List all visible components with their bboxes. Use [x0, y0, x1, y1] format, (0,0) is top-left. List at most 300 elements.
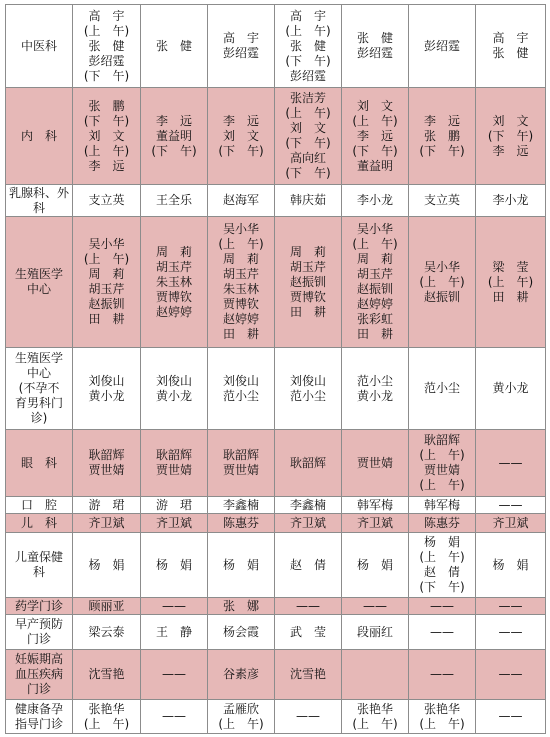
schedule-cell — [342, 650, 409, 700]
doctor-entry-line: 赵婷婷 — [356, 297, 393, 311]
doctor-entry-line: 董益明 — [155, 128, 192, 143]
schedule-cell — [208, 514, 275, 533]
doctor-entry-line: 范小尘 — [356, 373, 393, 388]
doctor-entry-line: 李 远 — [423, 113, 460, 128]
schedule-cell — [73, 700, 141, 734]
doctor-entry-line: —— — [430, 667, 454, 681]
doctor-entry-line: 吴小华 — [222, 222, 259, 236]
doctor-entry-line: 朱玉林 — [222, 282, 259, 296]
doctor-entry-line: 周 莉 — [88, 267, 125, 281]
schedule-cell — [208, 88, 275, 185]
schedule-cell — [73, 514, 141, 533]
department-name-line: 内 科 — [20, 128, 57, 143]
schedule-cell — [208, 5, 275, 88]
doctor-entry-line: 李 远 — [492, 143, 529, 158]
doctor-entry-line: 赵振钏 — [88, 297, 125, 311]
schedule-row — [6, 533, 546, 598]
schedule-cell — [342, 88, 409, 185]
doctor-entry-line: 张 健 — [356, 31, 393, 45]
schedule-cell — [409, 88, 476, 185]
schedule-cell — [208, 533, 275, 598]
schedule-cell — [476, 348, 546, 430]
doctor-entry-line: 田 耕 — [356, 327, 393, 341]
doctor-entry-line: 张洁芳 — [289, 91, 326, 105]
doctor-entry-line: 韩军梅 — [423, 497, 460, 512]
doctor-entry-line: (上 午) — [83, 716, 130, 731]
doctor-entry-line: (上 午) — [419, 448, 465, 462]
doctor-entry-line: (下 午) — [83, 68, 130, 83]
doctor-entry-line: 胡玉芹 — [222, 267, 259, 281]
doctor-entry-line: 田 耕 — [222, 327, 259, 341]
doctor-entry-line: 胡玉芹 — [155, 259, 192, 274]
doctor-entry-line: 刘俊山 — [289, 373, 326, 388]
schedule-cell — [275, 615, 342, 650]
doctor-entry-line: 黄小龙 — [492, 381, 529, 395]
schedule-cell — [208, 185, 275, 217]
department-name-line: 诊) — [30, 411, 48, 425]
schedule-cell — [141, 700, 208, 734]
doctor-entry-line: 齐卫斌 — [155, 515, 192, 530]
doctor-entry-line: 赵婷婷 — [222, 312, 259, 326]
department-name-line: 门诊 — [26, 682, 51, 696]
schedule-cell — [73, 5, 141, 88]
doctor-schedule-table — [5, 4, 546, 734]
schedule-cell — [208, 700, 275, 734]
schedule-cell — [476, 497, 546, 514]
doctor-entry-line: 杨 娟 — [155, 557, 192, 572]
schedule-row — [6, 514, 546, 533]
schedule-cell — [409, 497, 476, 514]
doctor-entry-line: (上 午) — [419, 478, 465, 492]
department-cell — [6, 650, 73, 700]
department-cell — [6, 700, 73, 734]
schedule-cell — [73, 88, 141, 185]
schedule-row — [6, 598, 546, 615]
schedule-cell — [476, 430, 546, 497]
doctor-entry-line: 耿韶辉 — [222, 448, 259, 462]
doctor-entry-line: 贾博钦 — [222, 297, 259, 311]
schedule-row — [6, 185, 546, 217]
doctor-entry-line: (上 午) — [285, 106, 331, 120]
doctor-entry-line: 齐卫斌 — [289, 515, 326, 530]
department-name-line: 中医科 — [20, 38, 57, 53]
doctor-entry-line: 黄小龙 — [88, 388, 125, 403]
schedule-cell — [141, 533, 208, 598]
doctor-entry-line: 刘俊山 — [222, 373, 259, 388]
schedule-cell — [208, 497, 275, 514]
doctor-entry-line: (上 午) — [419, 716, 465, 731]
doctor-entry-line: 彭绍霆 — [356, 46, 393, 60]
doctor-entry-line: 胡玉芹 — [289, 259, 326, 274]
doctor-entry-line: 高 宇 — [222, 31, 259, 45]
schedule-cell — [409, 348, 476, 430]
doctor-entry-line: (下 午) — [218, 143, 264, 158]
schedule-cell — [208, 430, 275, 497]
doctor-entry-line: —— — [162, 598, 186, 613]
schedule-cell — [208, 348, 275, 430]
schedule-cell — [476, 533, 546, 598]
doctor-entry-line: 吴小华 — [423, 259, 460, 274]
doctor-entry-line: 游 珺 — [155, 497, 192, 512]
schedule-cell — [476, 88, 546, 185]
schedule-cell — [275, 348, 342, 430]
doctor-entry-line: 胡玉芹 — [356, 267, 393, 281]
doctor-entry-line: 周 莉 — [222, 252, 259, 266]
schedule-cell — [73, 497, 141, 514]
department-name-line: 口 腔 — [20, 497, 57, 512]
doctor-entry-line: (下 午) — [487, 128, 534, 143]
department-name-line: 妊娠期高 — [14, 652, 63, 666]
doctor-entry-line: 梁云泰 — [88, 624, 125, 639]
schedule-cell — [208, 615, 275, 650]
schedule-cell — [275, 514, 342, 533]
doctor-entry-line: 齐卫斌 — [88, 515, 125, 530]
doctor-entry-line: 范小尘 — [289, 388, 326, 403]
doctor-entry-line: —— — [498, 624, 523, 639]
doctor-entry-line: 张艳华 — [423, 701, 460, 716]
schedule-cell — [275, 185, 342, 217]
schedule-cell — [409, 650, 476, 700]
doctor-entry-line: 杨 娟 — [88, 557, 125, 572]
doctor-entry-line: 贾博钦 — [289, 289, 326, 304]
doctor-entry-line: 杨 娟 — [222, 557, 259, 572]
doctor-entry-line: (上 午) — [218, 237, 264, 251]
doctor-entry-line: 周 莉 — [356, 252, 393, 266]
department-name-line: 科 — [32, 200, 45, 215]
schedule-cell — [73, 430, 141, 497]
doctor-entry-line: (下 午) — [285, 53, 331, 68]
department-name-line: 指导门诊 — [14, 716, 63, 731]
schedule-cell — [141, 185, 208, 217]
doctor-entry-line: —— — [498, 709, 523, 723]
schedule-cell — [73, 615, 141, 650]
schedule-cell — [476, 615, 546, 650]
department-cell — [6, 185, 73, 217]
doctor-entry-line: 彭绍霆 — [423, 38, 460, 53]
schedule-row — [6, 430, 546, 497]
schedule-cell — [342, 430, 409, 497]
doctor-entry-line: 贾博钦 — [155, 289, 192, 304]
doctor-entry-line: 耿韶辉 — [289, 455, 326, 470]
doctor-entry-line: 刘俊山 — [155, 373, 192, 388]
doctor-entry-line: 刘 文 — [88, 128, 125, 143]
schedule-cell — [141, 5, 208, 88]
schedule-row — [6, 615, 546, 650]
doctor-entry-line: 黄小龙 — [356, 388, 393, 403]
doctor-entry-line: 韩军梅 — [356, 497, 393, 512]
doctor-entry-line: 张艳华 — [88, 701, 125, 716]
schedule-cell — [409, 5, 476, 88]
doctor-entry-line: 张彩虹 — [356, 312, 393, 326]
schedule-cell — [141, 88, 208, 185]
doctor-entry-line: 赵振钏 — [289, 274, 326, 289]
doctor-entry-line: (下 午) — [419, 143, 465, 158]
doctor-entry-line: 贾世婧 — [88, 463, 125, 477]
doctor-entry-line: (上 午) — [419, 274, 465, 289]
schedule-cell — [275, 88, 342, 185]
doctor-entry-line: 李 远 — [155, 113, 192, 128]
doctor-entry-line: —— — [498, 455, 523, 470]
doctor-entry-line: (上 午) — [419, 550, 465, 564]
schedule-cell — [409, 514, 476, 533]
schedule-cell — [275, 497, 342, 514]
doctor-entry-line: —— — [296, 709, 320, 723]
doctor-entry-line: 范小尘 — [423, 381, 460, 395]
schedule-cell — [73, 533, 141, 598]
doctor-entry-line: (上 午) — [83, 252, 130, 266]
doctor-entry-line: 贾世婧 — [356, 455, 393, 470]
doctor-entry-line: 高向红 — [289, 151, 326, 165]
schedule-cell — [73, 217, 141, 348]
schedule-cell — [476, 514, 546, 533]
schedule-cell — [476, 700, 546, 734]
doctor-entry-line: 王 静 — [155, 624, 192, 639]
department-cell — [6, 430, 73, 497]
doctor-entry-line: 彭绍霆 — [222, 46, 259, 60]
doctor-entry-line: 张 鹏 — [423, 128, 460, 143]
doctor-entry-line: (下 午) — [285, 166, 331, 180]
schedule-cell — [275, 700, 342, 734]
doctor-entry-line: —— — [296, 598, 320, 613]
schedule-cell — [141, 514, 208, 533]
schedule-cell — [409, 217, 476, 348]
schedule-cell — [141, 497, 208, 514]
doctor-entry-line: 李鑫楠 — [222, 497, 259, 512]
department-name-line: 眼 科 — [20, 455, 57, 470]
doctor-entry-line: 沈雪艳 — [289, 667, 326, 681]
schedule-cell — [476, 185, 546, 217]
doctor-entry-line: 梁 莹 — [492, 259, 529, 274]
doctor-entry-line: 黄小龙 — [155, 388, 192, 403]
doctor-entry-line: 李小龙 — [492, 193, 529, 207]
schedule-cell — [342, 5, 409, 88]
department-name-line: 儿 科 — [20, 515, 57, 530]
schedule-cell — [208, 217, 275, 348]
doctor-entry-line: —— — [162, 667, 186, 681]
schedule-cell — [208, 650, 275, 700]
doctor-entry-line: 赵婷婷 — [155, 304, 192, 319]
schedule-cell — [141, 615, 208, 650]
doctor-entry-line: 谷素彦 — [222, 667, 259, 681]
department-cell — [6, 514, 73, 533]
department-name-line: 科 — [32, 565, 45, 579]
department-name-line: 血压疾病 — [14, 667, 63, 681]
doctor-entry-line: (下 午) — [285, 136, 331, 150]
doctor-entry-line: —— — [498, 598, 523, 613]
doctor-entry-line: —— — [498, 497, 523, 512]
doctor-entry-line: 贾世婧 — [423, 463, 460, 477]
schedule-row — [6, 700, 546, 734]
doctor-entry-line: (上 午) — [83, 143, 130, 158]
department-cell — [6, 497, 73, 514]
schedule-cell — [141, 217, 208, 348]
schedule-cell — [342, 185, 409, 217]
department-name-line: 生殖医学 — [14, 351, 63, 365]
schedule-cell — [476, 598, 546, 615]
doctor-entry-line: 杨会霞 — [222, 624, 259, 639]
doctor-entry-line: 刘俊山 — [88, 373, 125, 388]
doctor-entry-line: 张 健 — [492, 46, 529, 60]
schedule-cell — [476, 217, 546, 348]
schedule-cell — [342, 700, 409, 734]
doctor-entry-line: 陈惠芬 — [222, 515, 259, 530]
doctor-entry-line: 高 宇 — [88, 8, 125, 23]
doctor-entry-line: 吴小华 — [88, 237, 125, 251]
doctor-entry-line: 彭绍霆 — [289, 68, 326, 83]
doctor-entry-line: (上 午) — [352, 716, 398, 731]
doctor-entry-line: 杨 娟 — [492, 557, 529, 572]
doctor-entry-line: 李鑫楠 — [289, 497, 326, 512]
schedule-cell — [73, 185, 141, 217]
department-name-line: 药学门诊 — [14, 598, 63, 613]
doctor-entry-line: 赵 倩 — [289, 557, 326, 572]
doctor-entry-line: 韩庆茹 — [289, 193, 326, 207]
schedule-cell — [73, 598, 141, 615]
doctor-entry-line: —— — [162, 709, 186, 723]
doctor-entry-line: 孟雁欣 — [222, 701, 259, 716]
doctor-entry-line: 范小尘 — [222, 388, 259, 403]
schedule-cell — [275, 650, 342, 700]
department-cell — [6, 615, 73, 650]
schedule-cell — [141, 598, 208, 615]
doctor-entry-line: (上 午) — [352, 237, 398, 251]
doctor-entry-line: —— — [363, 598, 387, 613]
schedule-row — [6, 217, 546, 348]
department-cell — [6, 5, 73, 88]
doctor-entry-line: 张艳华 — [356, 701, 393, 716]
department-name-line: 乳腺科、外 — [8, 185, 69, 200]
schedule-cell — [73, 348, 141, 430]
doctor-entry-line: 张 健 — [155, 38, 192, 53]
schedule-cell — [409, 598, 476, 615]
doctor-entry-line: 李 远 — [356, 128, 393, 143]
department-cell — [6, 217, 73, 348]
schedule-cell — [141, 430, 208, 497]
department-name-line: (不孕不 — [18, 381, 60, 395]
schedule-row — [6, 5, 546, 88]
doctor-entry-line: (上 午) — [218, 716, 264, 731]
doctor-entry-line: 高 宇 — [492, 31, 529, 45]
schedule-row — [6, 650, 546, 700]
schedule-cell — [342, 348, 409, 430]
schedule-row — [6, 88, 546, 185]
schedule-body — [6, 5, 546, 734]
doctor-entry-line: 胡玉芹 — [88, 282, 125, 296]
doctor-entry-line: 支立英 — [88, 193, 125, 207]
doctor-entry-line: 董益明 — [356, 158, 393, 173]
doctor-entry-line: 王全乐 — [155, 193, 192, 207]
doctor-entry-line: 李 远 — [88, 158, 125, 173]
schedule-cell — [141, 650, 208, 700]
doctor-entry-line: 周 莉 — [155, 244, 192, 259]
doctor-entry-line: 田 耕 — [88, 312, 125, 326]
doctor-entry-line: (下 午) — [419, 580, 465, 594]
doctor-entry-line: 刘 文 — [356, 98, 393, 113]
department-name-line: 中心 — [26, 366, 51, 380]
schedule-cell — [342, 615, 409, 650]
schedule-cell — [342, 514, 409, 533]
department-name-line: 早产预防 — [14, 617, 63, 631]
department-cell — [6, 533, 73, 598]
doctor-entry-line: 吴小华 — [356, 222, 393, 236]
doctor-entry-line: 段丽红 — [356, 624, 393, 639]
doctor-entry-line: 李小龙 — [356, 193, 393, 207]
doctor-entry-line: 赵振钏 — [356, 282, 393, 296]
doctor-entry-line: (下 午) — [83, 113, 130, 128]
department-cell — [6, 348, 73, 430]
schedule-row — [6, 497, 546, 514]
schedule-cell — [409, 533, 476, 598]
doctor-entry-line: 支立英 — [423, 193, 460, 207]
doctor-entry-line: 赵海军 — [222, 193, 259, 207]
doctor-entry-line: 高 宇 — [289, 8, 326, 23]
doctor-entry-line: 刘 文 — [492, 113, 529, 128]
schedule-cell — [409, 700, 476, 734]
doctor-entry-line: 耿韶辉 — [88, 448, 125, 462]
schedule-cell — [409, 615, 476, 650]
doctor-entry-line: 贾世婧 — [155, 463, 192, 477]
schedule-cell — [342, 497, 409, 514]
doctor-entry-line: 杨 娟 — [423, 535, 460, 549]
department-cell — [6, 88, 73, 185]
doctor-entry-line: 张 鹏 — [88, 98, 125, 113]
schedule-cell — [409, 185, 476, 217]
schedule-cell — [409, 430, 476, 497]
schedule-cell — [342, 533, 409, 598]
doctor-entry-line: —— — [430, 624, 454, 639]
doctor-entry-line: 田 耕 — [289, 304, 326, 319]
schedule-cell — [275, 217, 342, 348]
doctor-entry-line: 赵 倩 — [423, 565, 460, 579]
schedule-cell — [141, 348, 208, 430]
doctor-entry-line: 游 珺 — [88, 497, 125, 512]
schedule-cell — [476, 650, 546, 700]
department-name-line: 儿童保健 — [14, 550, 63, 564]
doctor-entry-line: (上 午) — [487, 274, 534, 289]
doctor-entry-line: 齐卫斌 — [492, 515, 529, 530]
department-name-line: 育男科门 — [14, 396, 63, 410]
doctor-entry-line: 顾丽亚 — [88, 598, 125, 613]
doctor-entry-line: 耿韶辉 — [423, 433, 460, 447]
doctor-entry-line: 刘 文 — [222, 128, 259, 143]
doctor-entry-line: —— — [430, 598, 454, 613]
doctor-entry-line: 张 健 — [88, 38, 125, 53]
schedule-cell — [208, 598, 275, 615]
schedule-cell — [476, 5, 546, 88]
schedule-cell — [275, 598, 342, 615]
schedule-cell — [275, 430, 342, 497]
doctor-entry-line: 朱玉林 — [155, 274, 192, 289]
department-cell — [6, 598, 73, 615]
doctor-entry-line: (下 午) — [151, 143, 197, 158]
doctor-entry-line: 张 健 — [289, 38, 326, 53]
doctor-entry-line: 齐卫斌 — [356, 515, 393, 530]
doctor-entry-line: (上 午) — [83, 23, 130, 38]
schedule-row — [6, 348, 546, 430]
doctor-entry-line: 田 耕 — [492, 289, 529, 304]
department-name-line: 健康备孕 — [14, 701, 63, 716]
doctor-entry-line: 武 莹 — [289, 624, 326, 639]
doctor-entry-line: (上 午) — [352, 113, 398, 128]
doctor-entry-line: 贾世婧 — [222, 463, 259, 477]
department-name-line: 生殖医学 — [14, 267, 63, 281]
schedule-cell — [73, 650, 141, 700]
schedule-cell — [275, 5, 342, 88]
doctor-entry-line: 耿韶辉 — [155, 448, 192, 462]
doctor-entry-line: (上 午) — [285, 23, 331, 38]
department-name-line: 门诊 — [26, 632, 51, 646]
doctor-entry-line: 刘 文 — [289, 121, 326, 135]
